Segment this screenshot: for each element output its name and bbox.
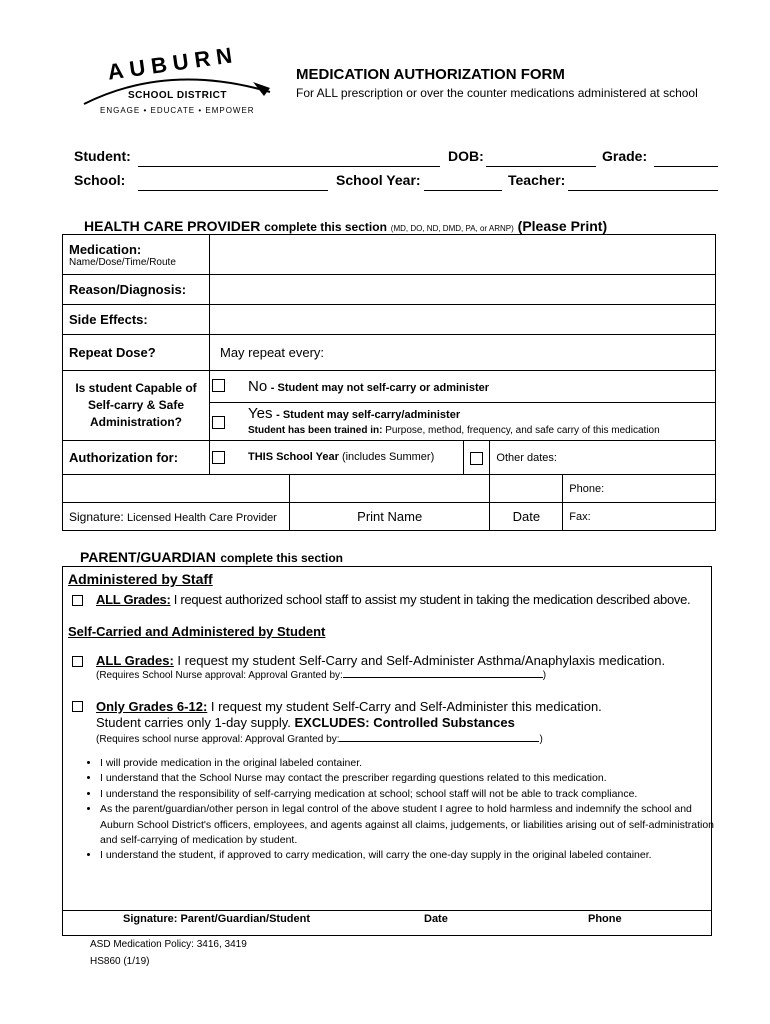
all-note-end: ) xyxy=(542,670,547,681)
hcp-credentials: (MD, DO, ND, DMD, PA, or ARNP) xyxy=(390,224,514,233)
all-note: (Requires School Nurse approval: Approval Granted by: xyxy=(96,670,343,681)
yes-checkbox[interactable] xyxy=(212,416,225,429)
capable-no-row xyxy=(209,371,715,403)
dob-field[interactable] xyxy=(486,166,596,167)
parent-heading-title: PARENT/GUARDIAN xyxy=(80,549,216,565)
acknowledgement-item: • I understand that the School Nurse may contact the prescriber regarding questions related to this medication. xyxy=(100,771,716,786)
reason-input[interactable] xyxy=(209,275,715,305)
only-grades-request xyxy=(96,699,602,714)
only-note-end: ) xyxy=(539,734,543,745)
teacher-field[interactable] xyxy=(568,190,718,191)
this-year-label: THIS School Year xyxy=(247,451,339,463)
fax-label[interactable]: Fax: xyxy=(563,503,716,531)
other-dates-checkbox[interactable] xyxy=(470,452,483,465)
no-text: - Student may not self-carry or administer xyxy=(270,382,490,394)
all-approval-field[interactable] xyxy=(343,677,543,678)
excludes-text: EXCLUDES: Controlled Substances xyxy=(294,715,515,730)
other-dates-label[interactable]: Other dates: xyxy=(490,441,716,475)
all-grades-request xyxy=(96,653,665,668)
all-lead: ALL Grades: xyxy=(96,653,174,668)
hcp-heading xyxy=(84,218,607,234)
signature-caption xyxy=(63,503,290,531)
parent-acknowledgements xyxy=(86,756,716,864)
school-field[interactable] xyxy=(138,190,328,191)
this-year-checkbox[interactable] xyxy=(212,451,225,464)
medication-label: Medication: xyxy=(69,241,142,257)
only-lead: Only Grades 6-12: xyxy=(96,699,208,714)
no-word: No xyxy=(247,378,268,395)
date-label: Date xyxy=(490,503,563,531)
all-grades-checkbox[interactable] xyxy=(72,656,83,667)
hcp-table xyxy=(62,234,716,531)
carries-line xyxy=(96,715,515,730)
all-text: I request my student Self-Carry and Self-Administer Asthma/Anaphylaxis medication. xyxy=(177,653,666,668)
staff-lead: ALL Grades: xyxy=(96,592,171,607)
acknowledgement-item: • I will provide medication in the original labeled container. xyxy=(100,756,716,771)
grade-label: Grade: xyxy=(602,148,648,164)
reason-label: Reason/Diagnosis: xyxy=(63,275,210,305)
carries-text: Student carries only 1-day supply. xyxy=(96,715,291,730)
acknowledgement-item: • As the parent/guardian/other person in legal control of the above student I agree to hold harmless and indemnify the school and Auburn School District's officers, employees, and agents against all claims, judgements, or liabilities arising out of self-administration and self-carrying of medication by student. xyxy=(100,802,716,848)
administered-heading: Administered by Staff xyxy=(68,571,213,587)
logo-tagline: ENGAGE • EDUCATE • EMPOWER xyxy=(100,106,255,115)
yes-word: Yes xyxy=(247,405,273,422)
repeat-label: Repeat Dose? xyxy=(63,335,210,371)
policy-reference: ASD Medication Policy: 3416, 3419 xyxy=(90,939,247,950)
student-field[interactable] xyxy=(138,166,440,167)
parent-signature-label: Signature: Parent/Guardian/Student xyxy=(123,913,311,925)
only-text: I request my student Self-Carry and Self-Administer this medication. xyxy=(210,699,602,714)
capable-yes-row xyxy=(209,403,715,441)
medication-sublabel: Name/Dose/Time/Route xyxy=(69,256,176,268)
logo-district: SCHOOL DISTRICT xyxy=(128,90,227,101)
only-approval-field[interactable] xyxy=(339,741,539,742)
hcp-heading-suffix: complete this section xyxy=(264,220,387,234)
only-grades-checkbox[interactable] xyxy=(72,701,83,712)
hcp-please-print: (Please Print) xyxy=(517,218,608,234)
all-grades-approval xyxy=(96,670,546,681)
auth-label: Authorization for: xyxy=(63,441,210,475)
side-effects-label: Side Effects: xyxy=(63,305,210,335)
student-label: Student: xyxy=(74,148,131,164)
grade-field[interactable] xyxy=(654,166,718,167)
side-effects-input[interactable] xyxy=(209,305,715,335)
this-year-note: (includes Summer) xyxy=(341,451,435,463)
logo-name: AUBURN xyxy=(106,41,240,85)
district-logo xyxy=(78,41,278,122)
parent-signature-divider xyxy=(62,910,712,911)
parent-section-box xyxy=(62,566,712,936)
staff-request xyxy=(96,592,690,607)
parent-heading xyxy=(80,549,343,567)
yes-text: - Student may self-carry/administer xyxy=(276,409,461,421)
print-name-input[interactable] xyxy=(289,475,489,503)
only-grades-approval xyxy=(96,734,543,745)
parent-date-label: Date xyxy=(424,913,448,925)
school-year-field[interactable] xyxy=(424,190,502,191)
medication-input[interactable] xyxy=(209,235,715,275)
print-name-label: Print Name xyxy=(289,503,489,531)
signature-input[interactable] xyxy=(63,475,290,503)
no-checkbox[interactable] xyxy=(212,379,225,392)
form-subtitle: For ALL prescription or over the counter medications administered at school xyxy=(296,86,698,100)
other-dates-check-cell xyxy=(464,441,490,475)
capable-label: Is student Capable of Self-carry & Safe Administration? xyxy=(63,371,210,441)
dob-label: DOB: xyxy=(448,148,484,164)
self-heading: Self-Carried and Administered by Student xyxy=(68,624,326,639)
acknowledgement-item: • I understand the responsibility of self-carrying medication at school; school staff will not be able to track compliance. xyxy=(100,787,716,802)
hcp-heading-title: HEALTH CARE PROVIDER xyxy=(84,218,261,234)
form-title: MEDICATION AUTHORIZATION FORM xyxy=(296,66,565,83)
school-year-label: School Year: xyxy=(336,172,421,188)
medication-label-cell xyxy=(63,235,210,275)
signature-sublabel: Licensed Health Care Provider xyxy=(127,511,277,524)
staff-checkbox[interactable] xyxy=(72,595,83,606)
signature-label: Signature: xyxy=(69,509,124,524)
form-code: HS860 (1/19) xyxy=(90,956,150,967)
only-note: (Requires school nurse approval: Approval Granted by: xyxy=(96,734,340,745)
staff-text: I request authorized school staff to assist my student in taking the medication described above. xyxy=(173,592,691,607)
school-label: School: xyxy=(74,172,126,188)
phone-label[interactable]: Phone: xyxy=(563,475,716,503)
parent-phone-label: Phone xyxy=(588,913,622,925)
repeat-value[interactable]: May repeat every: xyxy=(209,335,715,371)
this-year-cell xyxy=(209,441,463,475)
trained-text: Purpose, method, frequency, and safe carry of this medication xyxy=(385,425,660,436)
parent-heading-suffix: complete this section xyxy=(220,551,344,565)
trained-label: Student has been trained in: xyxy=(247,425,383,436)
acknowledgement-item: • I understand the student, if approved to carry medication, will carry the one-day supply in the original labeled container. xyxy=(100,848,716,863)
teacher-label: Teacher: xyxy=(508,172,566,188)
date-input[interactable] xyxy=(490,475,563,503)
